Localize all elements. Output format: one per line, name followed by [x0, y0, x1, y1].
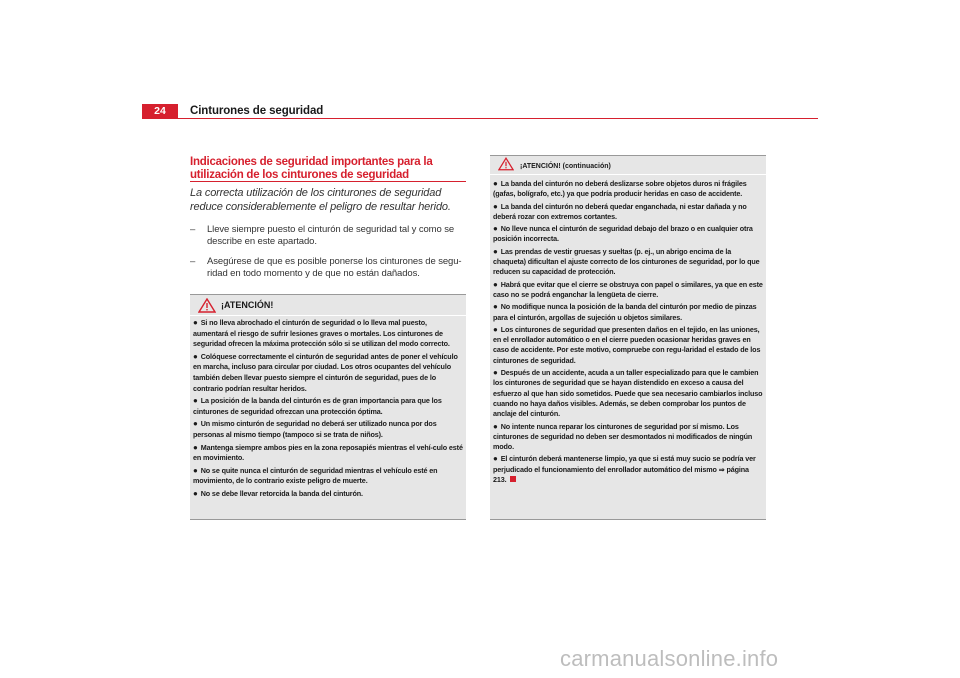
instruction-step: [190, 224, 466, 248]
bullet: ●: [193, 465, 198, 475]
warning-item-text: El cinturón deberá mantenerse limpio, ya que si está muy sucio se podría ver perjudicado el funcionamiento del enrollador automático del mismo ⇒ página 213.: [493, 454, 756, 485]
warning-item-text: Habrá que evitar que el cierre se obstruya con papel o similares, ya que en este caso no se podrá enganchar la lengüeta de cierre.: [493, 279, 763, 299]
step-marker: –: [190, 224, 196, 235]
warning-box: [190, 294, 466, 520]
warning-item: [493, 202, 763, 223]
warning-item: [493, 247, 763, 278]
bullet: ●: [493, 279, 498, 289]
watermark: carmanualsonline.info: [560, 646, 779, 671]
section-title: Indicaciones de seguridad importantes para la utilización de los cinturones de seguridad: [190, 156, 433, 181]
warning-heading: ¡ATENCIÓN!: [221, 300, 274, 310]
warning-item-text: No lleve nunca el cinturón de seguridad debajo del brazo o en cualquier otra posición incorrecta.: [493, 224, 753, 244]
warning-item-text: No modifique nunca la posición de la banda del cinturón por medio de pinzas para el cinturón, argollas de sujeción u objetos similares.: [493, 302, 757, 322]
instruction-step: [190, 256, 466, 280]
warning-item-text: Colóquese correctamente el cinturón de seguridad antes de poner el vehículo en marcha, incluso para circular por ciudad. Los otros ocupantes del vehículo también deben llevar puesto siempre el cinturón de seguridad, pues de lo contrario podrían resultar heridos.: [193, 351, 458, 393]
warning-item-text: Mantenga siempre ambos pies en la zona reposapiés mientras el vehí-culo esté en movimiento.: [193, 442, 463, 463]
warning-item: [193, 466, 463, 487]
bullet: ●: [493, 224, 498, 234]
warning-item: [493, 179, 763, 200]
warning-item-text: La posición de la banda del cinturón es de gran importancia para que los cinturones de seguridad ofrezcan una protección óptima.: [193, 396, 442, 416]
warning-item-text: Las prendas de vestir gruesas y sueltas (p. ej., un abrigo encima de la chaqueta) dificultan el ajuste correcto de los cinturones de seguridad, por lo que reducen su capacidad de protección.: [493, 246, 760, 277]
warning-item: [193, 396, 463, 417]
warning-item: [193, 443, 463, 464]
warning-item: [493, 280, 763, 301]
bullet: ●: [193, 442, 198, 452]
bullet: ●: [493, 179, 498, 188]
warning-item: [193, 352, 463, 394]
warning-item: [193, 419, 463, 440]
warning-triangle-icon: [198, 298, 216, 313]
warning-item: [493, 422, 763, 453]
section-title-divider: [190, 181, 466, 182]
warning-item-text: La banda del cinturón no deberá deslizarse sobre objetos duros ni frágiles (gafas, bolígrafo, etc.) ya que podría producir heridas en caso de accidente.: [493, 179, 747, 199]
chapter-title: Cinturones de seguridad: [190, 105, 324, 117]
warning-item-text: Los cinturones de seguridad que presenten daños en el tejido, en las uniones, en el enrollador automático o en el cierre pueden ocasionar heridas graves en caso de accidente. Por este motivo, compruebe con regu-laridad el estado de los cinturones de seguridad.: [493, 324, 761, 365]
page-number: 24: [142, 104, 178, 118]
end-of-section-icon: [510, 476, 516, 482]
bullet: ●: [493, 201, 498, 211]
bullet: ●: [493, 368, 498, 378]
bullet: ●: [493, 324, 498, 334]
warning-item-text: No se debe llevar retorcida la banda del cinturón.: [200, 488, 363, 498]
section-intro: La correcta utilización de los cinturones de seguridad reduce considerablemente el peligro de resultar herido.: [190, 187, 451, 213]
bullet: ●: [493, 302, 498, 312]
warning-heading: ¡ATENCIÓN! (continuación): [520, 163, 611, 170]
bullet: ●: [193, 488, 198, 498]
warning-list: [490, 175, 766, 485]
warning-triangle-icon: [498, 157, 514, 171]
warning-item-text: Un mismo cinturón de seguridad no deberá ser utilizado nunca por dos personas al mismo tiempo (tampoco si se trata de niños).: [193, 419, 437, 439]
step-text: Lleve siempre puesto el cinturón de seguridad tal y como se describe en este apartado.: [207, 224, 455, 247]
warning-item: [193, 318, 463, 350]
warning-item-text: No se quite nunca el cinturón de seguridad mientras el vehículo esté en movimiento, de lo contrario existe peligro de muerte.: [193, 465, 438, 486]
instruction-steps: [190, 224, 466, 288]
warning-item-text: Después de un accidente, acuda a un taller especializado para que le cambien los cinturones de seguridad que se hayan distendido en exceso a causa del esfuerzo al que han sido sometidos. Puede que sea necesario cambiarlos incluso cuando no haya daños visibles. Además, se deben comprobar los puntos de anclaje del cinturón.: [493, 368, 763, 419]
warning-item-text: La banda del cinturón no deberá quedar enganchada, ni estar dañada y no deberá rozar con extremos cortantes.: [493, 201, 747, 221]
bullet: ●: [193, 396, 198, 406]
bullet: ●: [193, 318, 198, 327]
bullet: ●: [493, 246, 498, 256]
bullet: ●: [493, 421, 498, 431]
step-text: Asegúrese de que es posible ponerse los cinturones de segu-ridad en todo momento y de que no están dañados.: [207, 256, 462, 279]
warning-header: [490, 156, 766, 175]
bullet: ●: [193, 419, 198, 429]
warning-list: [190, 316, 466, 500]
warning-item: [493, 224, 763, 245]
warning-item-text: No intente nunca reparar los cinturones de seguridad por sí mismo. Los cinturones de seguridad no deben ser desmontados ni modificados de ningún modo.: [493, 421, 753, 452]
warning-header: [190, 295, 466, 316]
bullet: ●: [493, 454, 498, 464]
warning-item: [493, 368, 763, 419]
warning-item: [493, 454, 763, 485]
warning-item: [493, 302, 763, 323]
warning-item-text: Si no lleva abrochado el cinturón de seguridad o lo lleva mal puesto, aumentará el riesgo de sufrir lesiones graves o mortales. Los cinturones de seguridad ofrecen la máxima protección sólo si se utilizan del modo correcto.: [193, 318, 450, 349]
step-marker: –: [190, 256, 196, 267]
warning-item: [493, 325, 763, 366]
header-divider: [142, 118, 818, 119]
bullet: ●: [193, 351, 198, 361]
warning-box-continued: [490, 155, 766, 520]
warning-item: [193, 489, 463, 500]
